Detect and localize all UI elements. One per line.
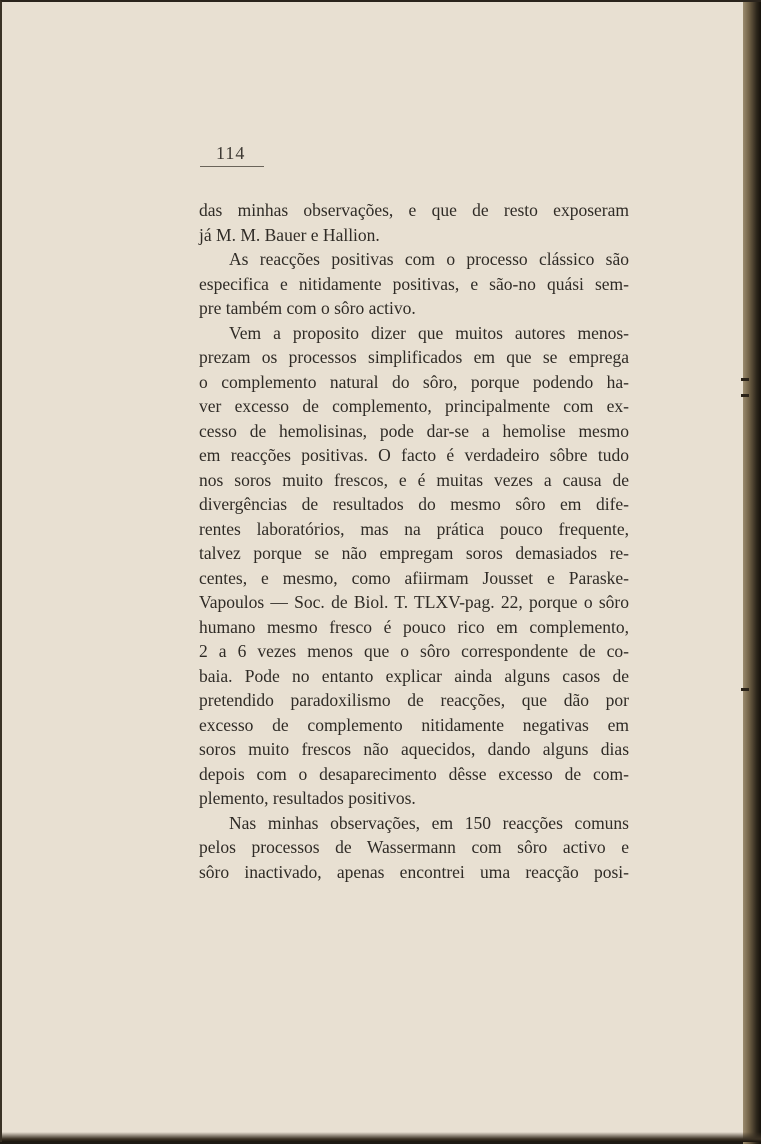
text-line: centes, e mesmo, como afiirmam Jousset e Paraske- xyxy=(199,567,629,588)
text-line: excesso de complemento nitidamente negativas em xyxy=(199,714,629,735)
text-line: prezam os processos simplificados em que se emprega xyxy=(199,347,629,367)
text-line: nos soros muito frescos, e é muitas vezes a causa de xyxy=(199,469,629,490)
text-line: ver excesso de complemento, principalmente com ex- xyxy=(199,396,629,416)
text-line: plemento, resultados positivos. xyxy=(199,788,416,808)
text-line: especifica e nitidamente positivas, e são-no quási sem- xyxy=(199,273,629,294)
text-line: pre também com o sôro activo. xyxy=(199,298,416,318)
text-line: Vem a proposito dizer que muitos autores menos- xyxy=(229,322,629,343)
page-bottom-edge xyxy=(2,1132,761,1142)
text-line: talvez porque se não empregam soros demasiados re- xyxy=(199,543,629,563)
book-spine xyxy=(743,2,761,1144)
text-line: depois com o desaparecimento dêsse excesso de com- xyxy=(199,763,629,784)
text-line: das minhas observações, e que de resto exposeram xyxy=(199,200,629,220)
text-line: rentes laboratórios, mas na prática pouco frequente, xyxy=(199,518,629,539)
text-line: baia. Pode no entanto explicar ainda alguns casos de xyxy=(199,665,629,686)
text-line: pelos processos de Wassermann com sôro activo e xyxy=(199,837,629,857)
text-line: pretendido paradoxilismo de reacções, que dão por xyxy=(199,690,629,710)
text-line: o complemento natural do sôro, porque podendo ha- xyxy=(199,371,629,392)
text-line: As reacções positivas com o processo clássico são xyxy=(229,249,629,269)
text-line: em reacções positivas. O facto é verdadeiro sôbre tudo xyxy=(199,445,629,465)
text-line: divergências de resultados do mesmo sôro em dife- xyxy=(199,494,629,514)
spine-mark xyxy=(741,688,749,691)
text-line: Nas minhas observações, em 150 reacções comuns xyxy=(229,812,629,833)
text-line: já M. M. Bauer e Hallion. xyxy=(199,224,380,245)
body-text xyxy=(199,198,629,884)
spine-mark xyxy=(741,394,749,397)
text-line: soros muito frescos não aquecidos, dando alguns dias xyxy=(199,739,629,759)
text-line: Vapoulos — Soc. de Biol. T. TLXV-pag. 22, porque o sôro xyxy=(199,592,629,612)
page-number: 114 xyxy=(216,143,246,163)
spine-mark xyxy=(741,378,749,381)
text-line: humano mesmo fresco é pouco rico em complemento, xyxy=(199,616,629,637)
text-line: cesso de hemolisinas, pode dar-se a hemolise mesmo xyxy=(199,420,629,441)
text-line: sôro inactivado, apenas encontrei uma reacção posi- xyxy=(199,861,629,882)
text-line: 2 a 6 vezes menos que o sôro correspondente de co- xyxy=(199,641,629,661)
header-rule xyxy=(200,166,264,167)
